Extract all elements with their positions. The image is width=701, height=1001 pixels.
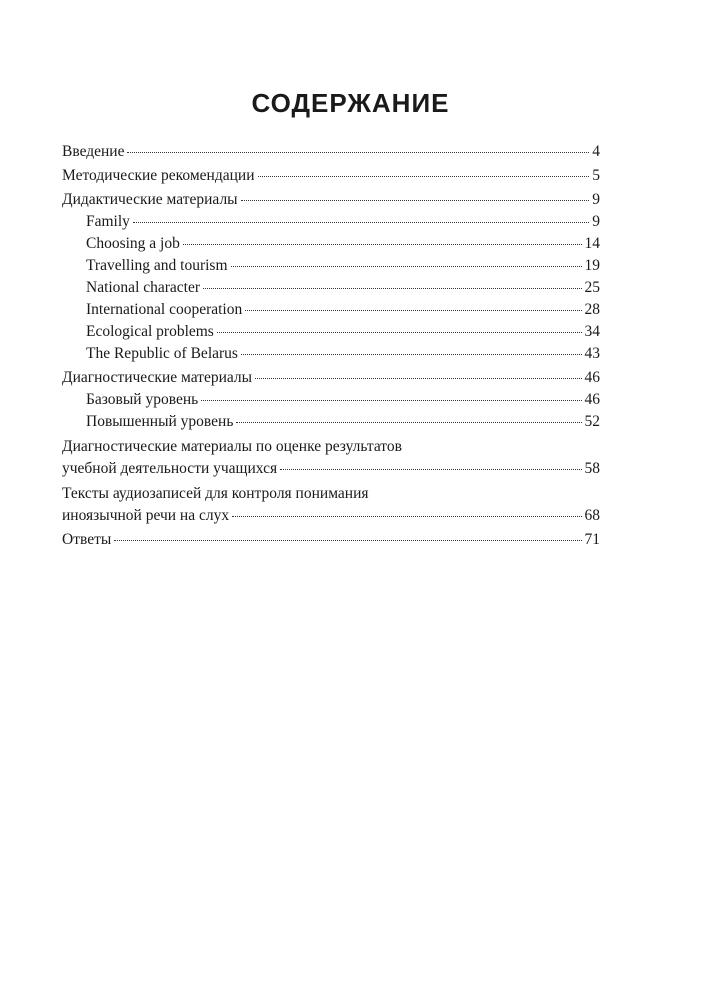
leader-dots: [280, 469, 581, 470]
leader-dots: [236, 422, 581, 423]
toc-page: 68: [584, 507, 600, 524]
toc-subentry: [62, 277, 600, 299]
leader-dots: [258, 176, 590, 177]
leader-dots: [241, 354, 582, 355]
toc-entry-last-line: [62, 505, 600, 527]
leader-dots: [241, 200, 590, 201]
toc-label-line: Тексты аудиозаписей для контроля понимания: [62, 485, 369, 502]
toc-label: учебной деятельности учащихся: [62, 460, 278, 477]
toc-page: 9: [592, 191, 600, 208]
toc-label: Диагностические материалы: [62, 369, 253, 386]
toc-page: 25: [584, 279, 600, 296]
toc-label: Ответы: [62, 531, 112, 548]
toc-entry: [62, 189, 600, 211]
leader-dots: [232, 516, 581, 517]
toc-subentry: [62, 389, 600, 411]
toc-subentry: [62, 321, 600, 343]
leader-dots: [245, 310, 581, 311]
toc-page: 28: [584, 301, 600, 318]
page-title: СОДЕРЖАНИЕ: [251, 88, 450, 118]
leader-dots: [231, 266, 582, 267]
toc-label-line: Диагностические материалы по оценке результатов: [62, 438, 402, 455]
toc-label: International cooperation: [86, 301, 243, 318]
toc-label: Family: [86, 213, 130, 230]
leader-dots: [114, 540, 581, 541]
toc-page: 4: [592, 143, 600, 160]
toc-subentry: [62, 343, 600, 365]
toc-subentry: [62, 233, 600, 255]
leader-dots: [203, 288, 581, 289]
toc-entry-multiline: [62, 436, 600, 480]
toc-page: 5: [592, 167, 600, 184]
toc-page: 9: [592, 213, 600, 230]
toc-subentry: [62, 255, 600, 277]
leader-dots: [133, 222, 589, 223]
toc-entry: [62, 165, 600, 187]
toc-page: 19: [584, 257, 600, 274]
toc-page: 46: [584, 369, 600, 386]
toc-label: Базовый уровень: [86, 391, 199, 408]
toc-label: иноязычной речи на слух: [62, 507, 230, 524]
toc-page: 71: [584, 531, 600, 548]
toc-subentry: [62, 211, 600, 233]
leader-dots: [183, 244, 582, 245]
toc-label: The Republic of Belarus: [86, 345, 238, 362]
toc-page: 52: [584, 413, 600, 430]
toc-page: 43: [584, 345, 600, 362]
leader-dots: [201, 400, 581, 401]
toc-page: 46: [584, 391, 600, 408]
toc-subentry: [62, 299, 600, 321]
toc-label: National character: [86, 279, 201, 296]
toc-label: Дидактические материалы: [62, 191, 238, 208]
toc-entry: [62, 529, 600, 551]
toc-entry: [62, 141, 600, 163]
leader-dots: [217, 332, 582, 333]
leader-dots: [127, 152, 589, 153]
toc-label: Travelling and tourism: [86, 257, 228, 274]
toc-subentry: [62, 411, 600, 433]
toc-page: 58: [584, 460, 600, 477]
toc-label: Ecological problems: [86, 323, 214, 340]
table-of-contents: [62, 141, 600, 551]
toc-label: Введение: [62, 143, 125, 160]
toc-page: 14: [584, 235, 600, 252]
toc-label: Choosing a job: [86, 235, 180, 252]
toc-entry-last-line: [62, 458, 600, 480]
toc-label: Методические рекомендации: [62, 167, 255, 184]
leader-dots: [255, 378, 581, 379]
toc-entry-multiline: [62, 483, 600, 527]
toc-page: 34: [584, 323, 600, 340]
toc-label: Повышенный уровень: [86, 413, 234, 430]
toc-entry: [62, 367, 600, 389]
